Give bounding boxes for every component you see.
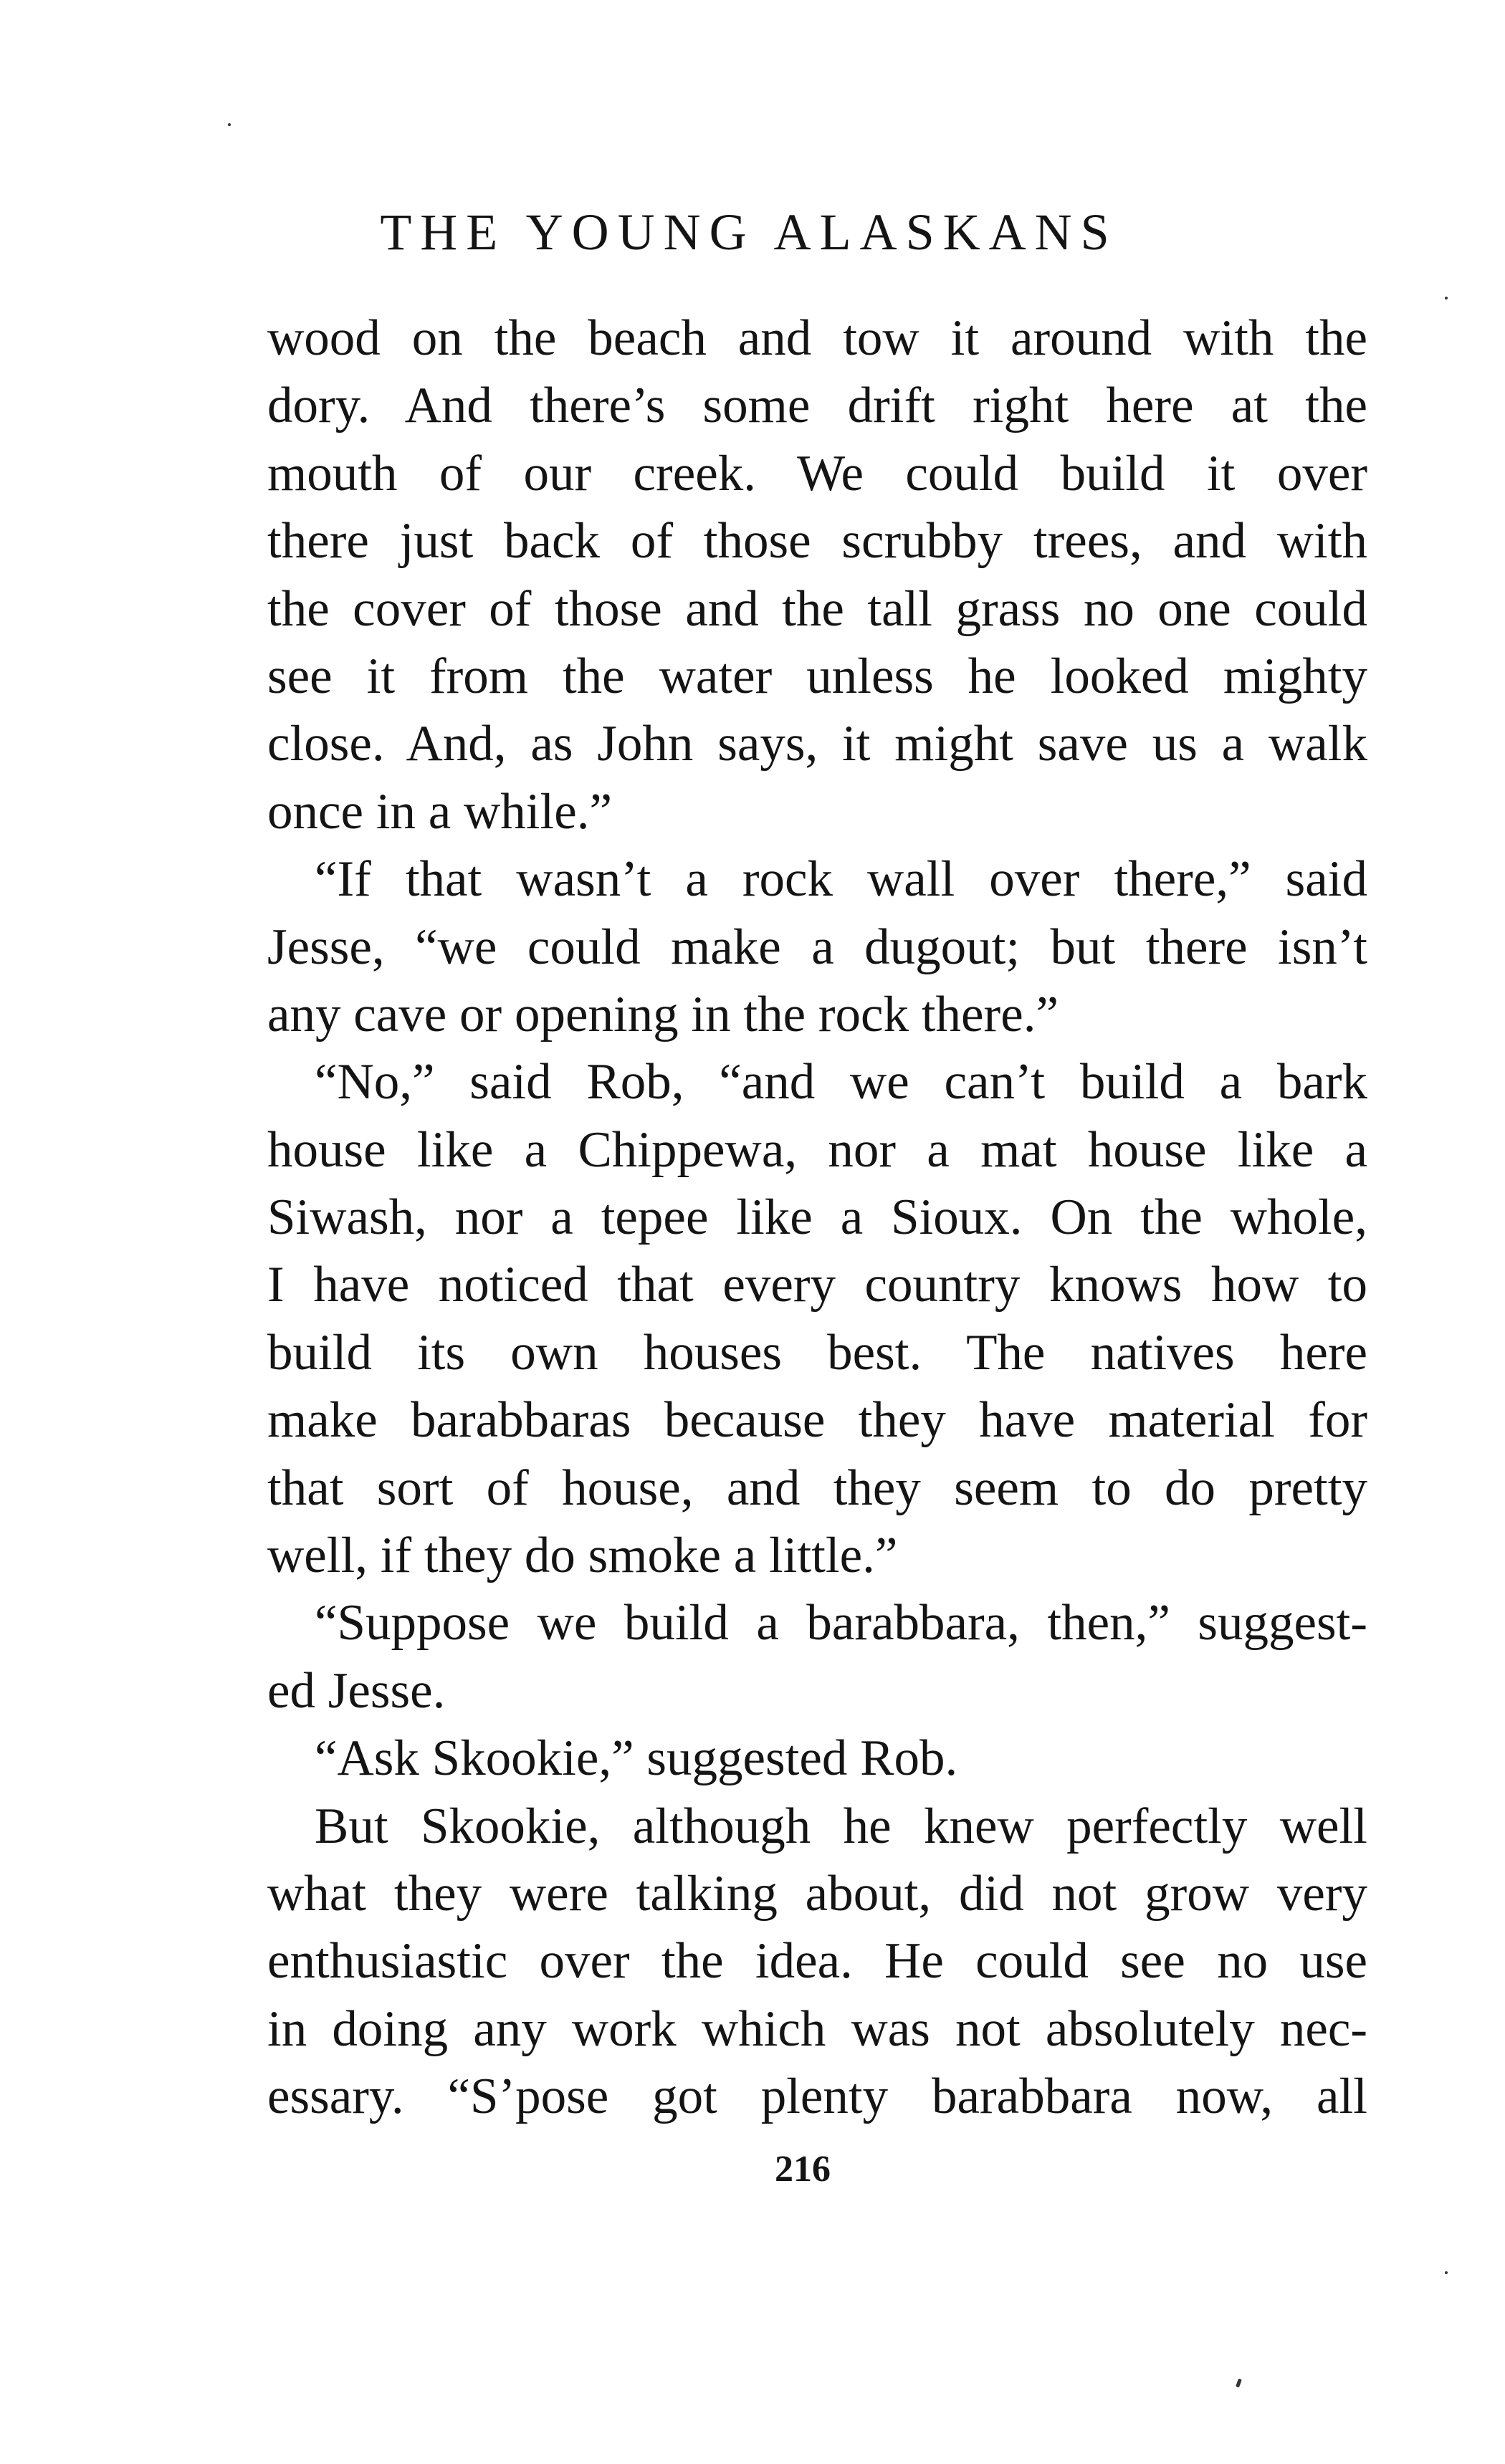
text-line: well, if they do smoke a little.” xyxy=(267,1528,898,1584)
text-line: “No,” said Rob, “and we can’t build a bark xyxy=(315,1054,1367,1111)
text-line: what they were talking about, did not grow very xyxy=(267,1865,1367,1922)
text-line: any cave or opening in the rock there.” xyxy=(267,986,1059,1042)
text-line: ed Jesse. xyxy=(267,1662,446,1719)
scan-speck xyxy=(1236,2379,1242,2388)
text-line: Siwash, nor a tepee like a Sioux. On the whole, xyxy=(267,1189,1367,1246)
text-line: build its own houses best. The natives here xyxy=(267,1324,1367,1381)
text-line: see it from the water unless he looked mighty xyxy=(267,648,1367,704)
text-line: close. And, as John says, it might save us a walk xyxy=(267,716,1367,772)
text-line: Jesse, “we could make a dugout; but there isn’t xyxy=(267,919,1367,975)
scan-speck xyxy=(228,123,231,126)
text-line: in doing any work which was not absolutely nec- xyxy=(267,2000,1367,2057)
text-line: wood on the beach and tow it around with the xyxy=(267,310,1367,366)
text-line: “If that wasn’t a rock wall over there,” said xyxy=(315,851,1367,908)
text-line: enthusiastic over the idea. He could see no use xyxy=(267,1933,1367,1990)
running-head: THE YOUNG ALASKANS xyxy=(380,203,1118,261)
text-line: “Ask Skookie,” suggested Rob. xyxy=(315,1730,958,1787)
text-line: make barabbaras because they have material for xyxy=(267,1392,1367,1449)
text-line: house like a Chippewa, nor a mat house like a xyxy=(267,1121,1367,1178)
scan-speck xyxy=(1445,297,1448,299)
text-line: that sort of house, and they seem to do pretty xyxy=(267,1459,1367,1516)
scan-speck xyxy=(1445,2271,1448,2274)
text-line: the cover of those and the tall grass no one could xyxy=(267,580,1367,637)
text-line: I have noticed that every country knows how to xyxy=(267,1257,1367,1313)
text-line: “Suppose we build a barabbara, then,” suggest- xyxy=(315,1595,1367,1652)
text-line: essary. “S’pose got plenty barabbara now, all xyxy=(267,2068,1367,2125)
text-line: there just back of those scrubby trees, and with xyxy=(267,513,1367,570)
text-line: once in a while.” xyxy=(267,783,613,840)
text-line: dory. And there’s some drift right here at the xyxy=(267,378,1367,434)
text-line: mouth of our creek. We could build it over xyxy=(267,445,1367,502)
page-number: 216 xyxy=(775,2149,831,2190)
text-line: But Skookie, although he knew perfectly well xyxy=(315,1798,1367,1854)
body-text xyxy=(267,305,1367,2131)
